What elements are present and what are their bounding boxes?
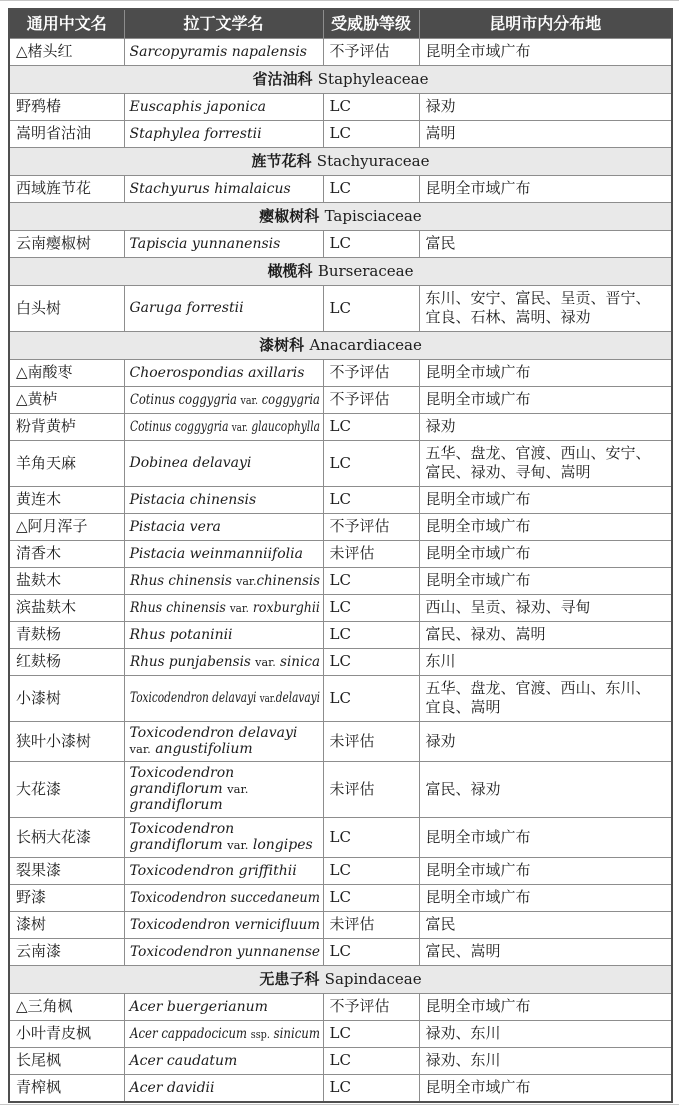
threat-level-cell: LC — [323, 649, 419, 676]
species-row — [9, 912, 672, 939]
species-row — [9, 176, 672, 203]
species-row — [9, 762, 672, 818]
family-chinese-name: 省沽油科 — [252, 70, 313, 88]
family-latin-name: Tapisciaceae — [324, 207, 422, 225]
distribution-cell: 昆明全市域广布 — [419, 1075, 672, 1103]
common-name-cell: △南酸枣 — [9, 360, 124, 387]
latin-name-cell — [124, 286, 323, 332]
col-header-distribution: 昆明市内分布地 — [419, 9, 672, 39]
family-chinese-name: 无患子科 — [259, 970, 320, 988]
latin-name-text: Toxicodendron grandiflorum var. grandiflorum — [129, 765, 249, 813]
species-row — [9, 818, 672, 858]
common-name-cell: 云南瘿椒树 — [9, 231, 124, 258]
family-header-cell — [9, 258, 672, 286]
common-name-cell: 青榨枫 — [9, 1075, 124, 1103]
species-row — [9, 231, 672, 258]
distribution-cell: 禄劝、东川 — [419, 1048, 672, 1075]
latin-name-text: Pistacia vera — [129, 518, 221, 535]
distribution-cell: 富民、禄劝 — [419, 762, 672, 818]
threat-level-cell: LC — [323, 1075, 419, 1103]
distribution-cell: 昆明全市域广布 — [419, 514, 672, 541]
family-latin-name: Anacardiaceae — [309, 336, 422, 354]
latin-name-cell — [124, 94, 323, 121]
distribution-cell: 禄劝、东川 — [419, 1021, 672, 1048]
family-header-cell — [9, 966, 672, 994]
threat-level-cell: 不予评估 — [323, 360, 419, 387]
species-row — [9, 94, 672, 121]
common-name-cell: 西域旌节花 — [9, 176, 124, 203]
species-row — [9, 1075, 672, 1103]
threat-level-cell: 未评估 — [323, 541, 419, 568]
species-row — [9, 414, 672, 441]
threat-level-cell: LC — [323, 568, 419, 595]
latin-name-cell — [124, 994, 323, 1021]
latin-name-cell — [124, 595, 323, 622]
common-name-cell: 云南漆 — [9, 939, 124, 966]
threat-level-cell: 不予评估 — [323, 514, 419, 541]
latin-name-text: Toxicodendron vernicifluum — [129, 916, 320, 933]
latin-name-text: Staphylea forrestii — [129, 125, 262, 142]
species-row — [9, 994, 672, 1021]
latin-name-cell — [124, 818, 323, 858]
threat-level-cell: LC — [323, 595, 419, 622]
family-latin-name: Staphyleaceae — [317, 70, 429, 88]
latin-name-cell — [124, 722, 323, 762]
species-row — [9, 487, 672, 514]
species-row — [9, 1048, 672, 1075]
latin-name-cell — [124, 1075, 323, 1103]
latin-name-text: Acer davidii — [129, 1079, 215, 1096]
latin-name-text: Acer buergerianum — [129, 998, 268, 1015]
species-row — [9, 387, 672, 414]
common-name-cell: △阿月浑子 — [9, 514, 124, 541]
latin-name-text: Rhus punjabensis var. sinica — [129, 653, 320, 670]
common-name-cell: 青麸杨 — [9, 622, 124, 649]
latin-name-text: Toxicodendron delavayi var. angustifolium — [129, 725, 298, 757]
latin-name-text: Pistacia chinensis — [129, 491, 257, 508]
latin-name-cell — [124, 487, 323, 514]
table-body — [9, 39, 672, 1103]
latin-name-cell — [124, 514, 323, 541]
latin-name-text: Dobinea delavayi — [129, 455, 252, 471]
threat-level-cell: LC — [323, 94, 419, 121]
distribution-cell: 禄劝 — [419, 94, 672, 121]
latin-name-text: Toxicodendron succedaneum — [129, 889, 320, 906]
common-name-cell: 红麸杨 — [9, 649, 124, 676]
family-latin-name: Stachyuraceae — [316, 152, 430, 170]
threat-level-cell: 不予评估 — [323, 39, 419, 66]
distribution-cell: 昆明全市域广布 — [419, 541, 672, 568]
common-name-cell: 大花漆 — [9, 762, 124, 818]
distribution-cell: 东川、安宁、富民、呈贡、晋宁、宜良、石林、嵩明、禄劝 — [419, 286, 672, 332]
family-header-cell — [9, 332, 672, 360]
common-name-cell: 小漆树 — [9, 676, 124, 722]
latin-name-cell — [124, 1021, 323, 1048]
species-row — [9, 939, 672, 966]
species-row — [9, 39, 672, 66]
latin-name-cell — [124, 858, 323, 885]
threat-level-cell: LC — [323, 176, 419, 203]
common-name-cell: 野漆 — [9, 885, 124, 912]
family-chinese-name: 橄榄科 — [267, 262, 313, 280]
distribution-cell: 嵩明 — [419, 121, 672, 148]
family-latin-name: Sapindaceae — [324, 970, 422, 988]
species-row — [9, 649, 672, 676]
common-name-cell: 裂果漆 — [9, 858, 124, 885]
threat-level-cell: 未评估 — [323, 762, 419, 818]
threat-level-cell: LC — [323, 121, 419, 148]
distribution-cell: 昆明全市域广布 — [419, 39, 672, 66]
latin-name-text: Choerospondias axillaris — [129, 364, 305, 381]
latin-name-cell — [124, 912, 323, 939]
distribution-cell: 昆明全市域广布 — [419, 487, 672, 514]
species-row — [9, 858, 672, 885]
distribution-cell: 东川 — [419, 649, 672, 676]
latin-name-cell — [124, 762, 323, 818]
distribution-cell: 富民、禄劝、嵩明 — [419, 622, 672, 649]
latin-name-text: Rhus chinensis var. roxburghii — [129, 599, 320, 616]
latin-name-cell — [124, 121, 323, 148]
latin-name-cell — [124, 568, 323, 595]
distribution-cell: 禄劝 — [419, 414, 672, 441]
family-section-row — [9, 258, 672, 286]
latin-name-text: Toxicodendron yunnanense — [129, 943, 320, 960]
threat-level-cell: LC — [323, 1021, 419, 1048]
species-row — [9, 722, 672, 762]
latin-name-text: Rhus potaninii — [129, 626, 233, 643]
latin-name-cell — [124, 231, 323, 258]
species-row — [9, 541, 672, 568]
page-bottom-rule — [0, 1104, 679, 1105]
common-name-cell: △楮头红 — [9, 39, 124, 66]
latin-name-cell — [124, 649, 323, 676]
latin-name-text: Cotinus coggygria var. coggygria — [129, 391, 320, 408]
distribution-cell: 富民、嵩明 — [419, 939, 672, 966]
latin-name-text: Toxicodendron delavayi var.delavayi — [129, 690, 320, 706]
latin-name-text: Tapiscia yunnanensis — [129, 235, 281, 252]
threat-level-cell: 不予评估 — [323, 994, 419, 1021]
threat-level-cell: LC — [323, 231, 419, 258]
distribution-cell: 昆明全市域广布 — [419, 858, 672, 885]
distribution-cell: 昆明全市域广布 — [419, 176, 672, 203]
header-row — [9, 9, 672, 39]
family-header-cell — [9, 148, 672, 176]
latin-name-text: Euscaphis japonica — [129, 98, 266, 115]
latin-name-text: Toxicodendron griffithii — [129, 862, 297, 879]
distribution-cell: 昆明全市域广布 — [419, 360, 672, 387]
threat-level-cell: LC — [323, 286, 419, 332]
species-row — [9, 885, 672, 912]
family-header-cell — [9, 66, 672, 94]
latin-name-cell — [124, 176, 323, 203]
threat-level-cell: LC — [323, 858, 419, 885]
species-row — [9, 360, 672, 387]
distribution-cell: 昆明全市域广布 — [419, 818, 672, 858]
common-name-cell: 清香木 — [9, 541, 124, 568]
latin-name-cell — [124, 676, 323, 722]
threat-level-cell: LC — [323, 414, 419, 441]
common-name-cell: 粉背黄栌 — [9, 414, 124, 441]
table-header — [9, 9, 672, 39]
threat-level-cell: LC — [323, 441, 419, 487]
common-name-cell: 小叶青皮枫 — [9, 1021, 124, 1048]
latin-name-cell — [124, 414, 323, 441]
latin-name-text: Acer caudatum — [129, 1052, 238, 1069]
col-header-threat-level: 受威胁等级 — [323, 9, 419, 39]
species-row — [9, 286, 672, 332]
common-name-cell: 狭叶小漆树 — [9, 722, 124, 762]
latin-name-text: Pistacia weinmanniifolia — [129, 545, 303, 562]
distribution-cell: 昆明全市域广布 — [419, 994, 672, 1021]
distribution-cell: 五华、盘龙、官渡、西山、东川、宜良、嵩明 — [419, 676, 672, 722]
common-name-cell: 黄连木 — [9, 487, 124, 514]
distribution-cell: 昆明全市域广布 — [419, 568, 672, 595]
family-chinese-name: 旌节花科 — [251, 152, 312, 170]
species-row — [9, 1021, 672, 1048]
family-section-row — [9, 148, 672, 176]
latin-name-cell — [124, 1048, 323, 1075]
latin-name-cell — [124, 387, 323, 414]
latin-name-text: Cotinus coggygria var. glaucophylla — [129, 418, 320, 435]
threat-level-cell: LC — [323, 885, 419, 912]
family-section-row — [9, 203, 672, 231]
distribution-cell: 富民 — [419, 912, 672, 939]
latin-name-text: Sarcopyramis napalensis — [129, 43, 307, 60]
threat-level-cell: LC — [323, 1048, 419, 1075]
distribution-cell: 禄劝 — [419, 722, 672, 762]
latin-name-text: Toxicodendron grandiflorum var. longipes — [129, 821, 313, 853]
common-name-cell: △三角枫 — [9, 994, 124, 1021]
family-section-row — [9, 332, 672, 360]
page-top-rule — [0, 0, 679, 1]
species-row — [9, 441, 672, 487]
threat-level-cell: LC — [323, 818, 419, 858]
latin-name-cell — [124, 885, 323, 912]
threat-level-cell: LC — [323, 676, 419, 722]
latin-name-cell — [124, 360, 323, 387]
species-row — [9, 622, 672, 649]
threat-level-cell: 未评估 — [323, 722, 419, 762]
distribution-cell: 昆明全市域广布 — [419, 885, 672, 912]
common-name-cell: 野鸦椿 — [9, 94, 124, 121]
latin-name-cell — [124, 622, 323, 649]
species-row — [9, 595, 672, 622]
species-table — [8, 8, 673, 1103]
common-name-cell: 白头树 — [9, 286, 124, 332]
common-name-cell: △黄栌 — [9, 387, 124, 414]
threat-level-cell: 未评估 — [323, 912, 419, 939]
species-row — [9, 514, 672, 541]
family-chinese-name: 漆树科 — [259, 336, 305, 354]
distribution-cell: 五华、盘龙、官渡、西山、安宁、富民、禄劝、寻甸、嵩明 — [419, 441, 672, 487]
latin-name-cell — [124, 441, 323, 487]
common-name-cell: 羊角天麻 — [9, 441, 124, 487]
common-name-cell: 嵩明省沽油 — [9, 121, 124, 148]
distribution-cell: 富民 — [419, 231, 672, 258]
common-name-cell: 长柄大花漆 — [9, 818, 124, 858]
threat-level-cell: LC — [323, 622, 419, 649]
threat-level-cell: LC — [323, 487, 419, 514]
common-name-cell: 滨盐麸木 — [9, 595, 124, 622]
family-section-row — [9, 966, 672, 994]
common-name-cell: 长尾枫 — [9, 1048, 124, 1075]
col-header-common-name: 通用中文名 — [9, 9, 124, 39]
distribution-cell: 西山、呈贡、禄劝、寻甸 — [419, 595, 672, 622]
family-chinese-name: 瘿椒树科 — [259, 207, 320, 225]
threat-level-cell: LC — [323, 939, 419, 966]
latin-name-cell — [124, 39, 323, 66]
family-section-row — [9, 66, 672, 94]
common-name-cell: 漆树 — [9, 912, 124, 939]
family-latin-name: Burseraceae — [317, 262, 414, 280]
species-row — [9, 568, 672, 595]
latin-name-cell — [124, 541, 323, 568]
species-row — [9, 676, 672, 722]
col-header-latin-name: 拉丁文学名 — [124, 9, 323, 39]
latin-name-text: Stachyurus himalaicus — [129, 180, 291, 197]
threat-level-cell: 不予评估 — [323, 387, 419, 414]
species-row — [9, 121, 672, 148]
latin-name-cell — [124, 939, 323, 966]
distribution-cell: 昆明全市域广布 — [419, 387, 672, 414]
family-header-cell — [9, 203, 672, 231]
latin-name-text: Acer cappadocicum ssp. sinicum — [129, 1025, 320, 1042]
latin-name-text: Rhus chinensis var.chinensis — [129, 572, 320, 589]
common-name-cell: 盐麸木 — [9, 568, 124, 595]
latin-name-text: Garuga forrestii — [129, 300, 244, 316]
